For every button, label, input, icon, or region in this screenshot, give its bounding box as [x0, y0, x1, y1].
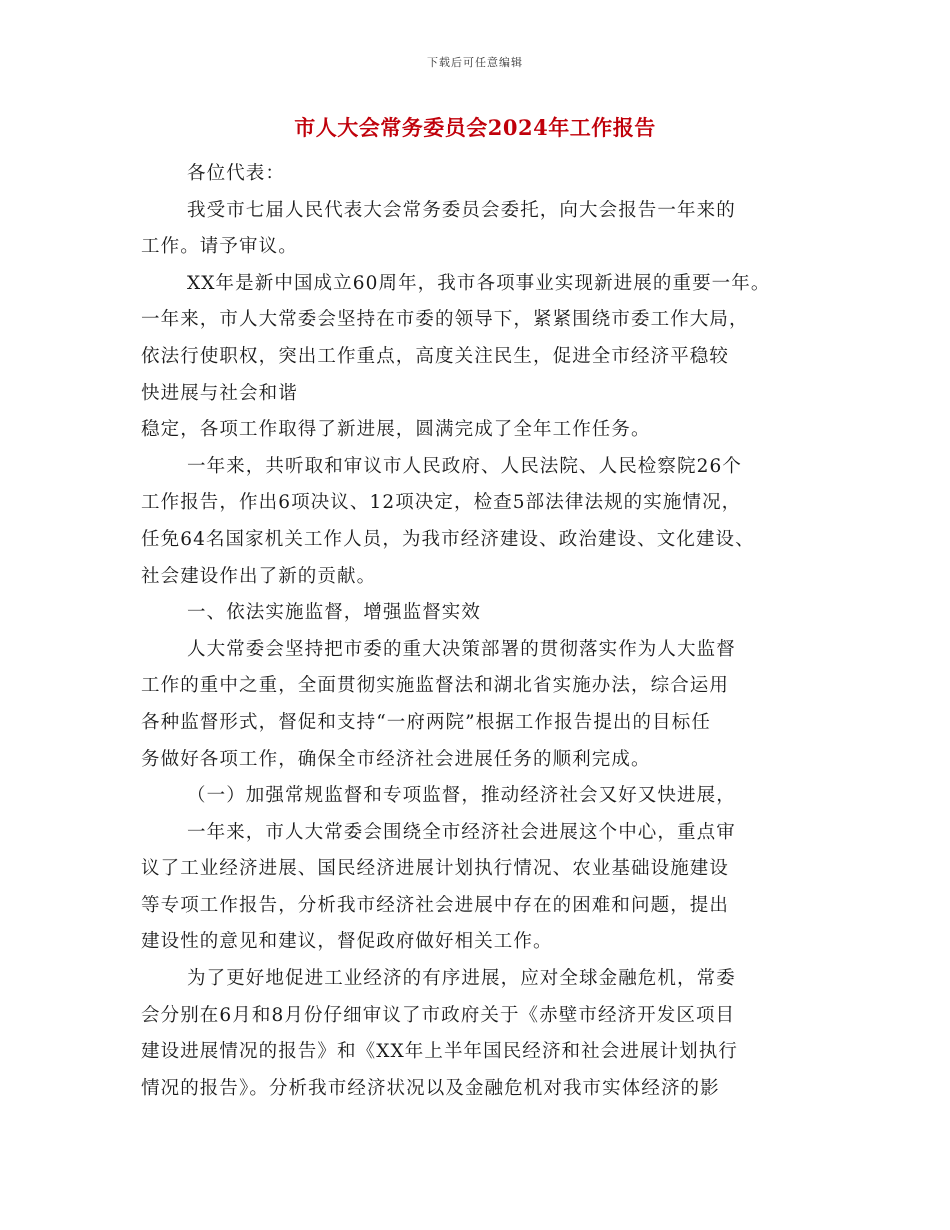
body-line: 我受市七届人民代表大会常务委员会委托，向大会报告一年来的: [187, 199, 736, 221]
body-line: 建设性的意见和建议，督促政府做好相关工作。: [141, 931, 553, 953]
body-line: 工作报告，作出6项决议、12项决定，检查5部法律法规的实施情况，: [141, 492, 742, 514]
body-line: 各种监督形式，督促和支持“一府两院”根据工作报告提出的目标任: [141, 711, 711, 733]
body-line: 建设进展情况的报告》和《XX年上半年国民经济和社会进展计划执行: [141, 1041, 738, 1063]
body-line: （一）加强常规监督和专项监督，推动经济社会又好又快进展，: [187, 785, 736, 807]
body-line: 快进展与社会和谐: [141, 382, 298, 404]
body-line: 任免64名国家机关工作人员，为我市经济建设、政治建设、文化建设、: [141, 528, 755, 550]
body-line: 议了工业经济进展、国民经济进展计划执行情况、农业基础设施建设: [141, 858, 730, 880]
body-line: 稳定，各项工作取得了新进展，圆满完成了全年工作任务。: [141, 419, 651, 441]
body-line: 为了更好地促进工业经济的有序进展，应对全球金融危机，常委: [187, 968, 736, 990]
header-note: 下载后可任意编辑: [427, 56, 523, 69]
body-line: 一年来，市人大常委会围绕全市经济社会进展这个中心，重点审: [187, 821, 736, 843]
body-line: XX年是新中国成立60周年，我市各项事业实现新进展的重要一年。: [187, 272, 771, 294]
body-line: 一年来，市人大常委会坚持在市委的领导下，紧紧围绕市委工作大局，: [141, 309, 749, 331]
document-title: 市人大会常务委员会2024年工作报告: [294, 115, 656, 140]
body-line: 各位代表：: [187, 163, 286, 184]
body-line: 一年来，共听取和审议市人民政府、人民法院、人民检察院26个: [187, 455, 742, 477]
document-body: [141, 156, 831, 1107]
body-line: 人大常委会坚持把市委的重大决策部署的贯彻落实作为人大监督: [187, 638, 736, 660]
body-line: 会分别在6月和8月份仔细审议了市政府关于《赤壁市经济开发区项目: [141, 1004, 736, 1026]
body-line: 务做好各项工作，确保全市经济社会进展任务的顺利完成。: [141, 748, 651, 770]
body-line: 社会建设作出了新的贡献。: [141, 565, 377, 587]
body-line: 工作的重中之重，全面贯彻实施监督法和湖北省实施办法，综合运用: [141, 675, 730, 697]
body-line: 一、依法实施监督，增强监督实效: [187, 602, 482, 624]
body-line: 工作。请予审议。: [141, 236, 298, 258]
body-line: 依法行使职权，突出工作重点，高度关注民生，促进全市经济平稳较: [141, 345, 730, 367]
body-line: 等专项工作报告，分析我市经济社会进展中存在的困难和问题，提出: [141, 894, 730, 916]
body-line: 情况的报告》。分析我市经济状况以及金融危机对我市实体经济的影: [141, 1077, 720, 1099]
